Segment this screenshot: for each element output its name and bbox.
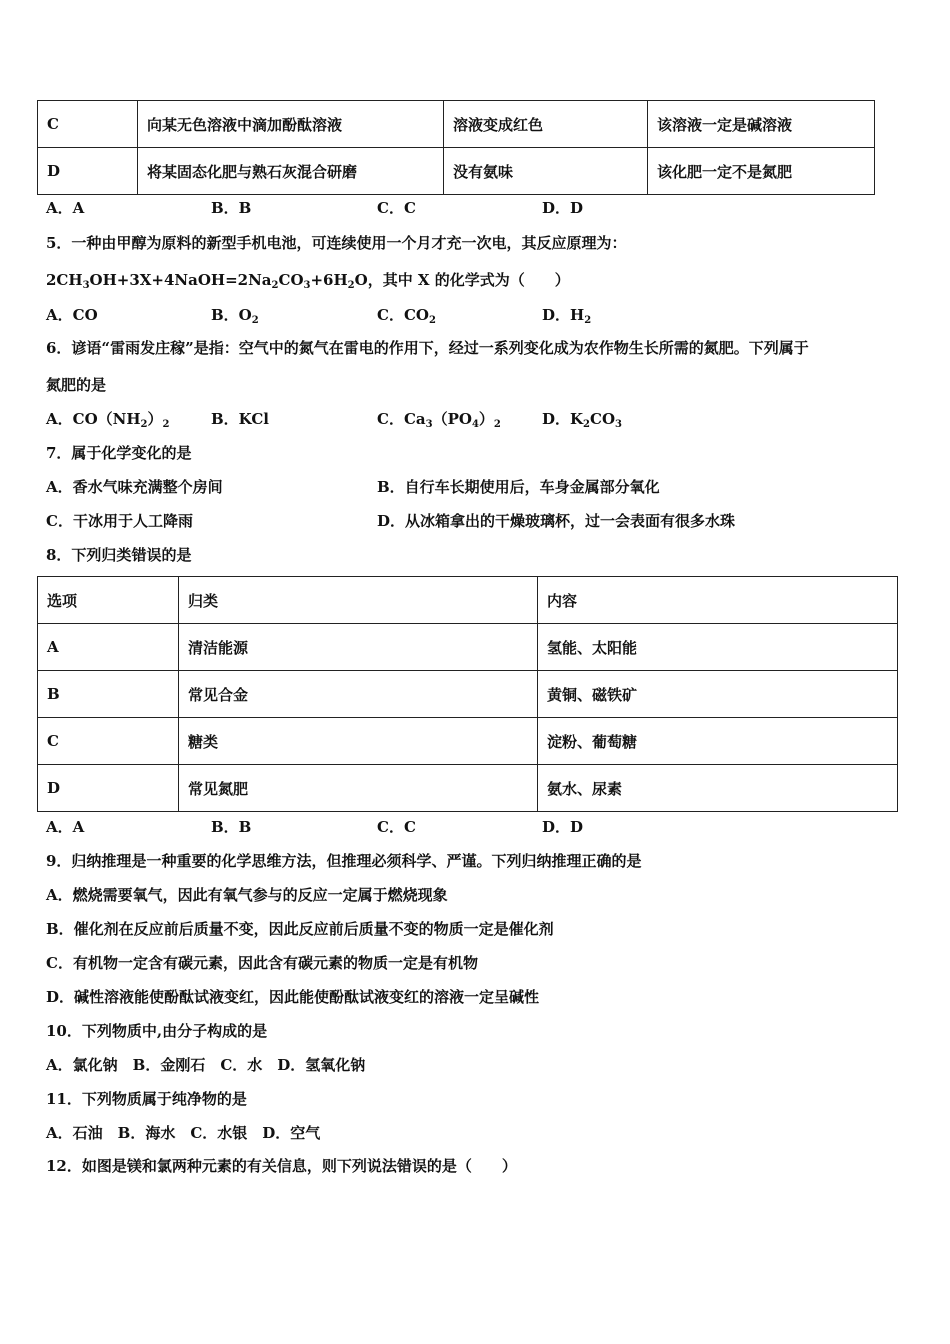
table-cell: 常见合金 — [179, 671, 538, 718]
table-cell: 溶液变成红色 — [444, 101, 648, 148]
table-cell: 没有氨味 — [444, 148, 648, 195]
table-header-cell: 选项 — [38, 577, 179, 624]
q8-stem: 8．下列归类错误的是 — [46, 546, 192, 564]
q11-stem: 11．下列物质属于纯净物的是 — [46, 1090, 247, 1108]
q8-option-d: D．D — [542, 818, 584, 836]
q5-option-a: A．CO — [46, 306, 98, 324]
q11-options: A．石油 B．海水 C．水银 D．空气 — [46, 1124, 321, 1142]
table-cell: B — [38, 671, 179, 718]
q10-stem: 10．下列物质中,由分子构成的是 — [46, 1022, 268, 1040]
table-cell: 该化肥一定不是氮肥 — [648, 148, 875, 195]
q4-option-d: D．D — [542, 199, 584, 217]
table-row — [38, 101, 875, 148]
q7-stem: 7．属于化学变化的是 — [46, 444, 192, 462]
table-header-cell: 归类 — [179, 577, 538, 624]
table-cell: 氢能、太阳能 — [538, 624, 898, 671]
q9-option-b: B．催化剂在反应前后质量不变，因此反应前后质量不变的物质一定是催化剂 — [46, 920, 554, 938]
q5-option-b: B．$O_2$ — [211, 306, 259, 326]
q5-option-d: D．$H_2$ — [542, 306, 592, 326]
q5-stem: 5．一种由甲醇为原料的新型手机电池，可连续使用一个月才充一次电，其反应原理为： — [46, 234, 627, 252]
q7-option-b: B．自行车长期使用后，车身金属部分氧化 — [377, 478, 660, 496]
table-cell: 向某无色溶液中滴加酚酞溶液 — [138, 101, 444, 148]
table-cell: C — [38, 101, 138, 148]
q6-option-a: A．$CO(NH_2)_2$ — [46, 410, 170, 430]
q10-options: A．氯化钠 B．金刚石 C．水 D．氢氧化钠 — [46, 1056, 366, 1074]
q6-stem-line1: 6．谚语“雷雨发庄稼”是指：空气中的氮气在雷电的作用下，经过一系列变化成为农作物生长所需的氮肥。下列属于 — [46, 339, 809, 357]
q9-option-c: C．有机物一定含有碳元素，因此含有碳元素的物质一定是有机物 — [46, 954, 478, 972]
q9-stem: 9．归纳推理是一种重要的化学思维方法，但推理必须科学、严谨。下列归纳推理正确的是 — [46, 852, 642, 870]
q6-option-b: B．KCl — [211, 410, 269, 428]
q9-option-d: D．碱性溶液能使酚酞试液变红，因此能使酚酞试液变红的溶液一定呈碱性 — [46, 988, 540, 1006]
table-cell: 清洁能源 — [179, 624, 538, 671]
q4-option-a: A．A — [46, 199, 85, 217]
q6-option-c: C．$Ca_3(PO_4)_2$ — [377, 410, 501, 430]
q6-option-d: D．$K_2CO_3$ — [542, 410, 622, 430]
table-experiment — [37, 100, 875, 195]
q12-stem: 12．如图是镁和氯两种元素的有关信息，则下列说法错误的是（ ） — [46, 1157, 517, 1175]
table-cell: C — [38, 718, 179, 765]
table-cell: A — [38, 624, 179, 671]
q9-option-a: A．燃烧需要氧气，因此有氧气参与的反应一定属于燃烧现象 — [46, 886, 448, 904]
table-row — [38, 624, 898, 671]
q7-option-c: C．干冰用于人工降雨 — [46, 512, 193, 530]
table-cell: 糖类 — [179, 718, 538, 765]
table-cell: D — [38, 148, 138, 195]
q4-option-b: B．B — [211, 199, 252, 217]
table-row — [38, 671, 898, 718]
q5-equation: $2CH_3OH+3X+4NaOH=2Na_2CO_3+6H_2O$，其中 X 的化学式为（ ） — [46, 271, 570, 291]
table-row — [38, 718, 898, 765]
q6-stem-line2: 氮肥的是 — [46, 376, 107, 394]
q8-option-c: C．C — [377, 818, 416, 836]
table-cell: 该溶液一定是碱溶液 — [648, 101, 875, 148]
table-cell: 淀粉、葡萄糖 — [538, 718, 898, 765]
table-row — [38, 148, 875, 195]
table-cell: 氨水、尿素 — [538, 765, 898, 812]
table-classification — [37, 576, 898, 812]
table-header-cell: 内容 — [538, 577, 898, 624]
table-cell: 将某固态化肥与熟石灰混合研磨 — [138, 148, 444, 195]
q8-option-a: A．A — [46, 818, 85, 836]
table-row — [38, 765, 898, 812]
q7-option-d: D．从冰箱拿出的干燥玻璃杯，过一会表面有很多水珠 — [377, 512, 736, 530]
table-header-row — [38, 577, 898, 624]
q8-option-b: B．B — [211, 818, 252, 836]
q7-option-a: A．香水气味充满整个房间 — [46, 478, 223, 496]
table-cell: 常见氮肥 — [179, 765, 538, 812]
q5-option-c: C．$CO_2$ — [377, 306, 436, 326]
table-cell: 黄铜、磁铁矿 — [538, 671, 898, 718]
q4-option-c: C．C — [377, 199, 416, 217]
table-cell: D — [38, 765, 179, 812]
